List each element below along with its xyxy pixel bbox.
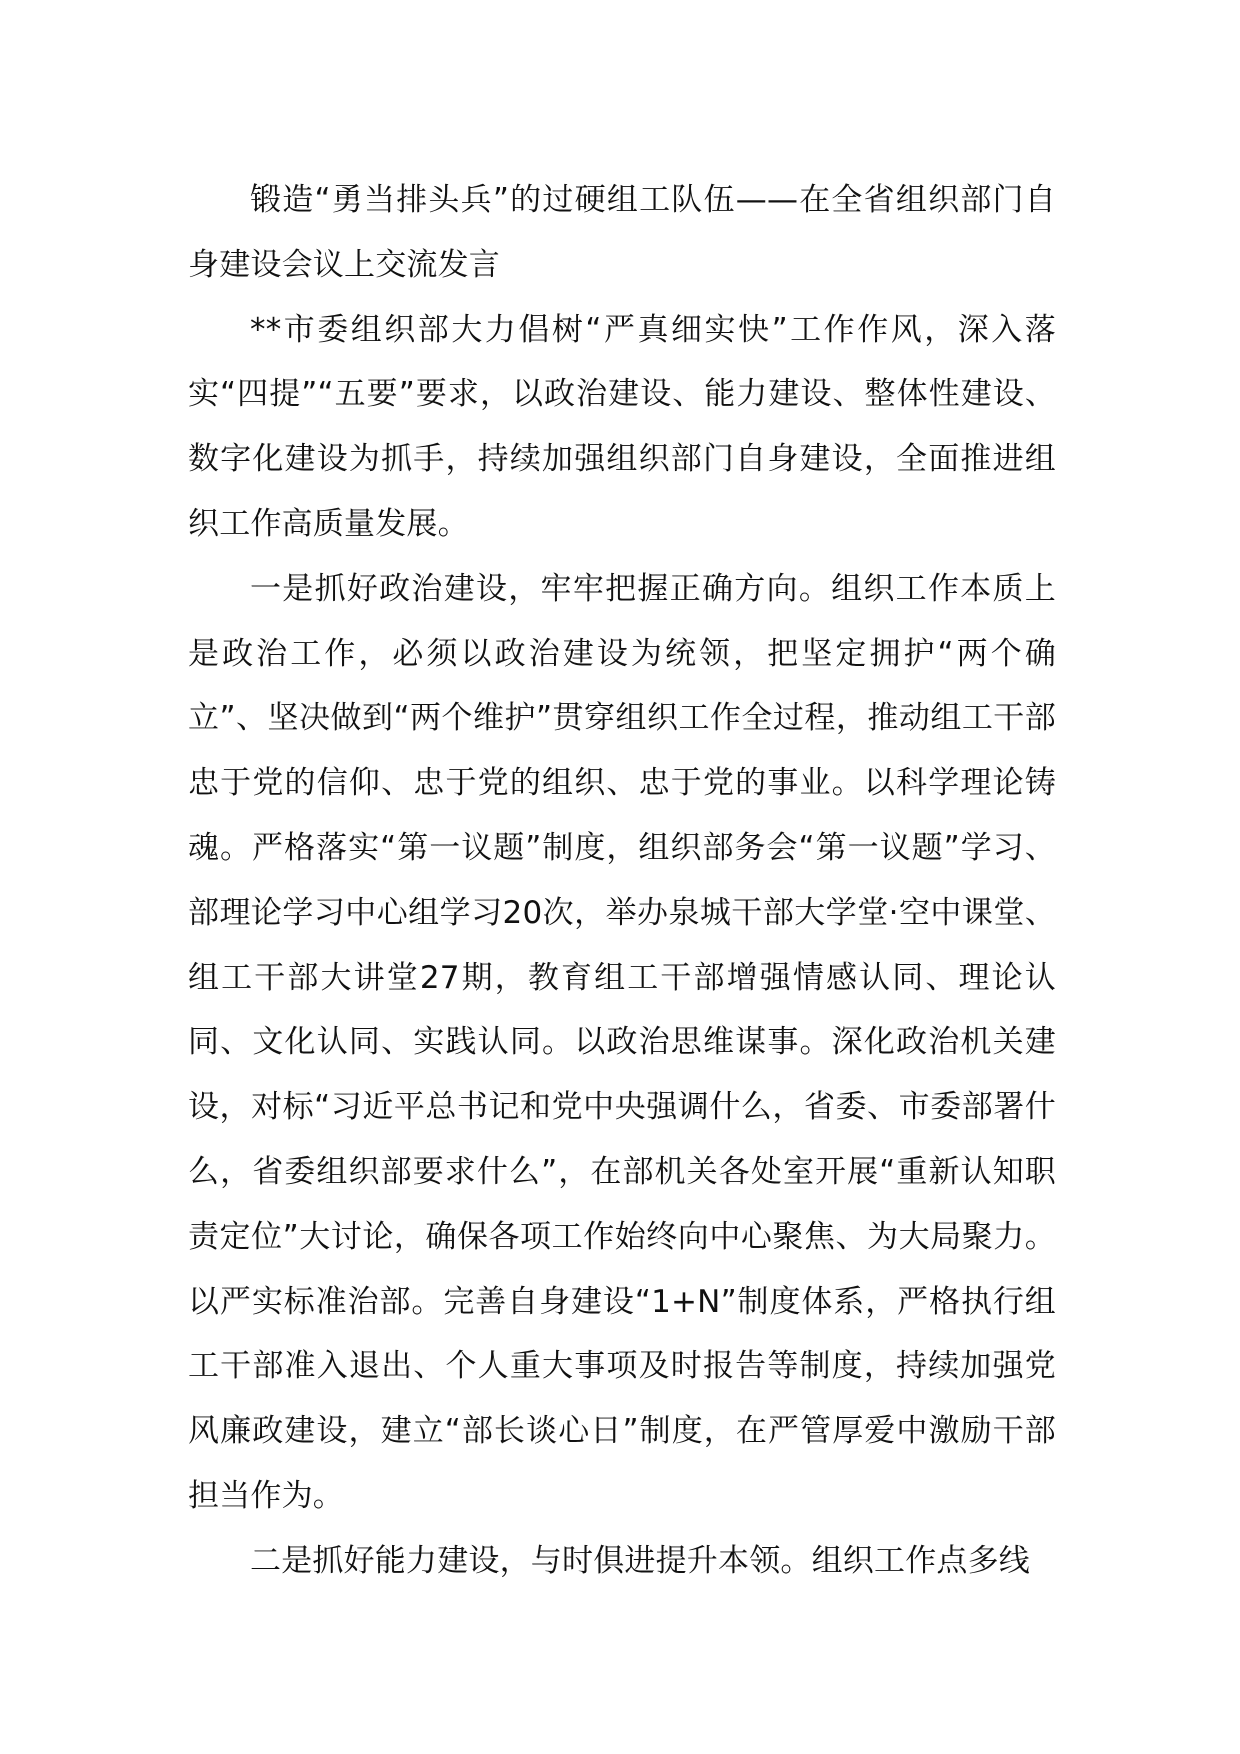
paragraph-capability-building: 二是抓好能力建设，与时俱进提升本领。组织工作点多线 <box>250 1542 1030 1579</box>
document-title: 锻造“勇当排头兵”的过硬组工队伍——在全省组织部门自身建设会议上交流发言 <box>188 182 1056 283</box>
document-body <box>188 168 1056 1594</box>
paragraph-political-building: 一是抓好政治建设，牢牢把握正确方向。组织工作本质上是政治工作，必须以政治建设为统领，把坚定拥护“两个确立”、坚决做到“两个维护”贯穿组织工作全过程，推动组工干部忠于党的信仰、忠于党的组织、忠于党的事业。以科学理论铸魂。严格落实“第一议题”制度，组织部务会“第一议题”学习、部理论学习中心组学习20次，举办泉城干部大学堂·空中课堂、组工干部大讲堂27期，教育组工干部增强情感认同、理论认同、文化认同、实践认同。以政治思维谋事。深化政治机关建设，对标“习近平总书记和党中央强调什么，省委、市委部署什么，省委组织部要求什么”，在部机关各处室开展“重新认知职责定位”大讨论，确保各项工作始终向中心聚焦、为大局聚力。以严实标准治部。完善自身建设“1+N”制度体系，严格执行组工干部准入退出、个人重大事项及时报告等制度，持续加强党风廉政建设，建立“部长谈心日”制度，在严管厚爱中激励干部担当作为。 <box>188 570 1056 1514</box>
paragraph-intro: **市委组织部大力倡树“严真细实快”工作作风，深入落实“四提”“五要”要求，以政治建设、能力建设、整体性建设、数字化建设为抓手，持续加强组织部门自身建设，全面推进组织工作高质量发展。 <box>188 311 1056 542</box>
